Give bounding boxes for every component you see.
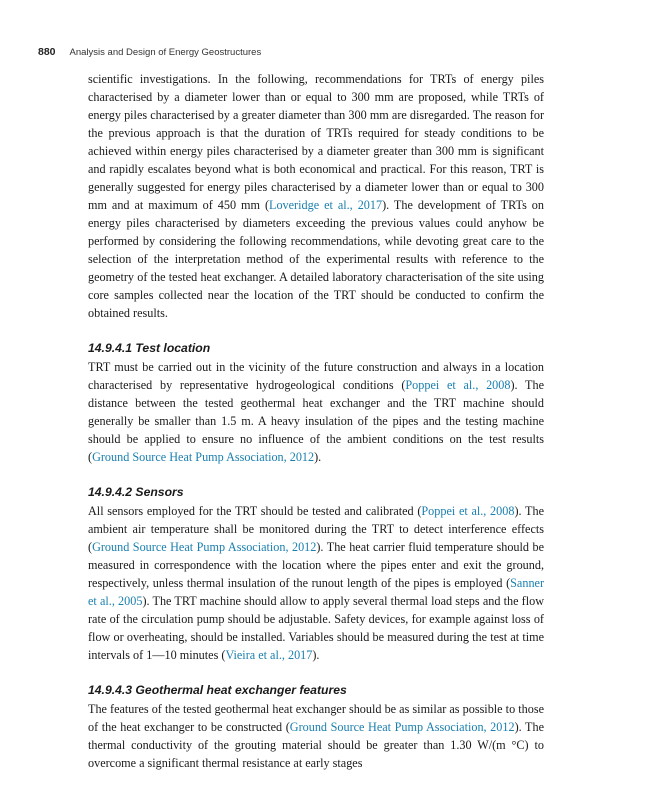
citation-link[interactable]: Loveridge et al., 2017 xyxy=(269,198,383,212)
running-title: Analysis and Design of Energy Geostructures xyxy=(69,47,262,58)
text-run: TRT must be carried out in the vicinity of the future construction and always in a location characterised by representative hydrogeological conditions ( xyxy=(88,360,544,392)
text-run: ). The heat carrier fluid temperature should be measured in correspondence with the location where the pipes enter and exit the ground, respectively, unless thermal insulation of the runout length of the pipes is employed ( xyxy=(88,540,544,590)
page-body xyxy=(88,70,544,772)
text-run: The features of the tested geothermal heat exchanger should be as similar as possible to those of the heat exchanger to be constructed ( xyxy=(88,702,544,734)
section-heading-test-location: 14.9.4.1 Test location xyxy=(88,341,211,355)
citation-link[interactable]: Ground Source Heat Pump Association, 2012 xyxy=(92,450,315,464)
sensors-paragraph xyxy=(88,502,544,664)
text-run: All sensors employed for the TRT should be tested and calibrated ( xyxy=(88,504,422,518)
text-run: ). xyxy=(312,648,320,662)
intro-paragraph xyxy=(88,70,544,322)
citation-link[interactable]: Sanner et al., 2005 xyxy=(88,576,544,608)
citation-link[interactable]: Ground Source Heat Pump Association, 2012 xyxy=(92,540,317,554)
citation-link[interactable]: Poppei et al., 2008 xyxy=(405,378,511,392)
page-number: 880 xyxy=(38,46,56,58)
section-heading-heat-exchanger-features: 14.9.4.3 Geothermal heat exchanger features xyxy=(88,683,347,697)
text-run: ). xyxy=(314,450,322,464)
text-run: ). The development of TRTs on energy piles characterised by diameters exceeding the previous values could anyhow be performed by considering the following recommendations, while devoting great care to the selection of the interpretation method of the experimental results with reference to the geometry of the tested heat exchanger. A detailed laboratory characterisation of the site using core samples collected near the location of the TRT should be conducted to confirm the obtained results. xyxy=(88,198,544,320)
citation-link[interactable]: Ground Source Heat Pump Association, 2012 xyxy=(289,720,515,734)
text-run: ). The distance between the tested geothermal heat exchanger and the TRT machine should generally be smaller than 1.5 m. A heavy insulation of the pipes and the testing machine should be applied to ensure no influence of the ambient conditions on the test results ( xyxy=(88,378,544,464)
text-run: ). The thermal conductivity of the grouting material should be greater than 1.30 W/(m °C) to overcome a significant thermal resistance at early stages xyxy=(88,720,544,770)
citation-link[interactable]: Poppei et al., 2008 xyxy=(421,504,515,518)
heat-exchanger-paragraph xyxy=(88,700,544,772)
section-heading-sensors: 14.9.4.2 Sensors xyxy=(88,485,184,499)
running-header xyxy=(38,42,261,56)
text-run: scientific investigations. In the following, recommendations for TRTs of energy piles characterised by a diameter lower than or equal to 300 mm are proposed, while TRTs of energy piles characterised by a greater diameter than 300 mm are disregarded. The reason for the previous approach is that the duration of TRTs required for steady conditions to be achieved within energy piles characterised by a diameter greater than 300 mm is significant and rapidly escalates beyond what is both economical and practical. For this reason, TRT is generally suggested for energy piles characterised by a diameter lower than or equal to 300 mm and at maximum of 450 mm ( xyxy=(88,72,544,212)
text-run: ). The TRT machine should allow to apply several thermal load steps and the flow rate of the circulation pump should be adjustable. Safety devices, for example against loss of flow or overheating, should be installed. Variables should be measured during the test at time intervals of 1—10 minutes ( xyxy=(88,594,545,662)
test-location-paragraph xyxy=(88,358,544,466)
text-run: ). The ambient air temperature shall be monitored during the TRT to detect interference effects ( xyxy=(88,504,544,554)
citation-link[interactable]: Vieira et al., 2017 xyxy=(225,648,313,662)
